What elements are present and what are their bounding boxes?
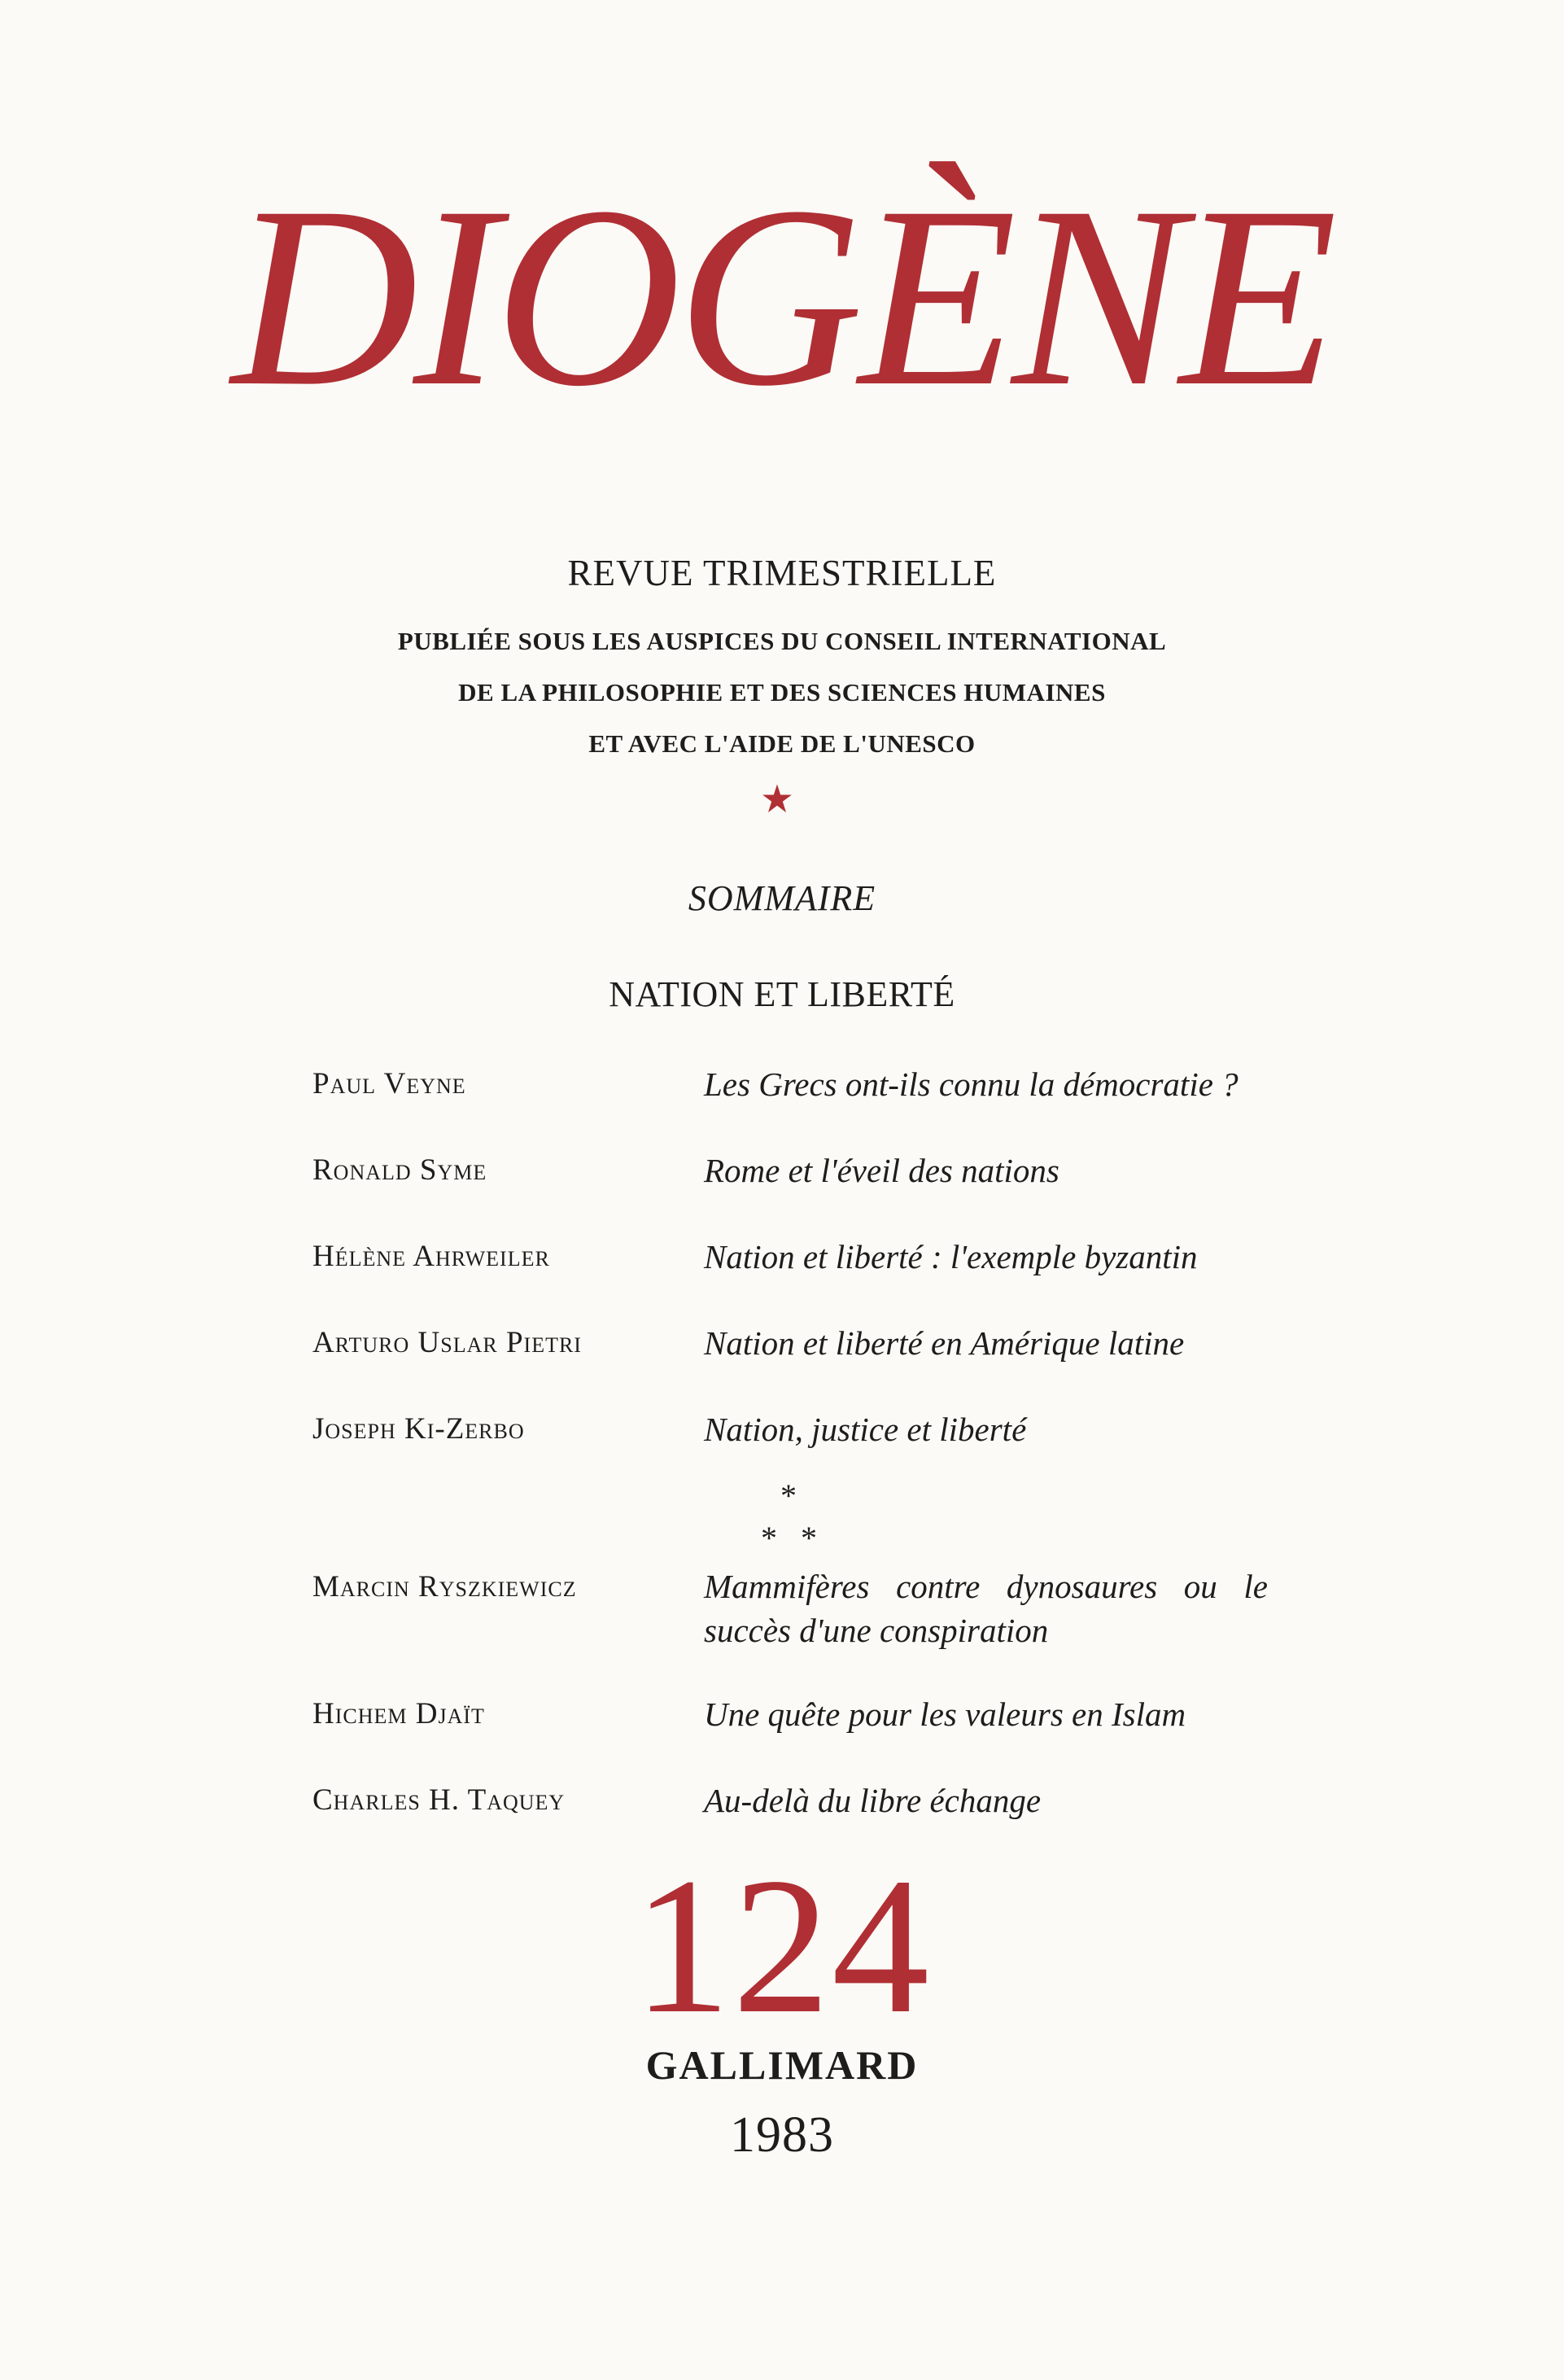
auspices-line-1: PUBLIÉE SOUS LES AUSPICES DU CONSEIL INTERNATIONAL [397,627,1167,655]
issue-number: 124 [633,1837,931,2054]
star-icon [762,783,793,814]
journal-subtitle: REVUE TRIMESTRIELLE [567,553,997,593]
toc-author: Paul Veyne [312,1067,466,1100]
toc-title: Nation et liberté : l'exemple byzantin [704,1238,1198,1275]
sommaire-heading: SOMMAIRE [688,878,876,918]
publisher-name: GALLIMARD [645,2042,919,2088]
toc-title: Mammifères contre dynosaures ou le succès d'une conspiration [704,1568,1268,1649]
toc-title: Au-delà du libre échange [704,1782,1042,1819]
publication-year: 1983 [730,2107,834,2163]
toc-title: Rome et l'éveil des nations [704,1152,1059,1189]
asterism-mark: * [761,1520,777,1556]
asterism-mark: * [801,1520,817,1556]
toc-title: Nation, justice et liberté [704,1411,1027,1448]
toc-author: Joseph Ki-Zerbo [312,1412,525,1446]
toc-author: Hichem Djaït [312,1697,485,1730]
toc-title: Une quête pour les valeurs en Islam [704,1695,1186,1733]
toc-title: Nation et liberté en Amérique latine [704,1324,1185,1362]
toc-author: Ronald Syme [312,1153,487,1187]
toc-author: Marcin Ryszkiewicz [312,1570,577,1603]
asterism-mark: * [780,1477,797,1514]
issue-theme: NATION ET LIBERTÉ [609,974,955,1014]
toc-author: Charles H. Taquey [312,1783,566,1817]
auspices-line-2: DE LA PHILOSOPHIE ET DES SCIENCES HUMAINES [458,678,1106,707]
toc-author: Arturo Uslar Pietri [312,1326,582,1359]
toc-title: Les Grecs ont-ils connu la démocratie ? [704,1065,1239,1103]
auspices-line-3: ET AVEC L'AIDE DE L'UNESCO [588,729,976,758]
masthead-title: DIOGÈNE [231,153,1333,440]
toc-author: Hélène Ahrweiler [312,1240,550,1273]
